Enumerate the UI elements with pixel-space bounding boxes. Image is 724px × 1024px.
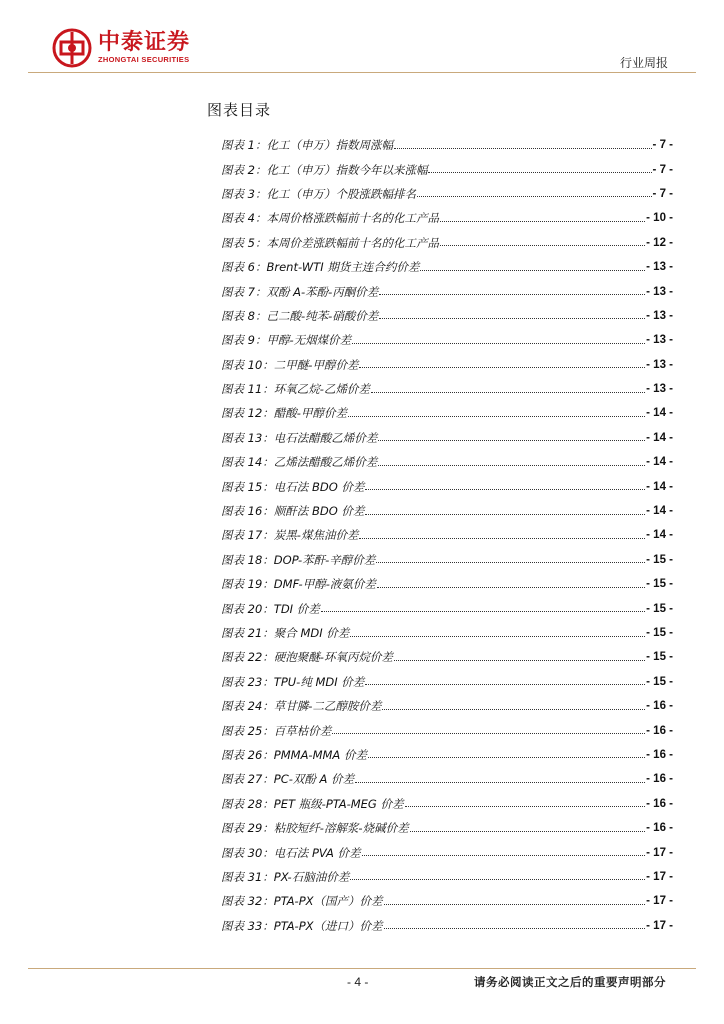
toc-dot-leader [410,831,646,832]
toc-entry-label[interactable]: 图表 24：草甘膦-二乙醇胺价差 [221,699,382,714]
toc-entry-page[interactable]: - 14 - [646,480,673,493]
toc-entry-label[interactable]: 图表 6：Brent-WTI 期货主连合约价差 [221,260,420,275]
toc-entry-label[interactable]: 图表 8：己二酸-纯苯-硝酸价差 [221,308,379,323]
toc-entry-page[interactable]: - 17 - [646,895,673,908]
toc-dot-leader [384,928,646,929]
toc-dot-leader [359,538,645,539]
toc-entry[interactable] [221,889,673,913]
toc-entry-page[interactable]: - 15 - [646,651,673,664]
toc-entry-page[interactable]: - 16 - [646,724,673,737]
toc-entry[interactable] [221,572,673,596]
toc-entry[interactable] [221,743,673,767]
toc-entry-page[interactable]: - 15 - [646,553,673,566]
toc-dot-leader [382,709,645,710]
toc-entry-label[interactable]: 图表 7：双酚 A-苯酚-丙酮价差 [221,284,379,299]
toc-entry-page[interactable]: - 15 - [646,578,673,591]
toc-dot-leader [365,684,645,685]
zhongtai-logo-icon [52,28,92,68]
toc-entry[interactable] [221,377,673,401]
toc-dot-leader [417,196,652,197]
toc-entry-label[interactable]: 图表 18：DOP-苯酐-辛醇价差 [221,552,376,567]
toc-entry[interactable] [221,523,673,547]
toc-dot-leader [359,367,645,368]
toc-entry-page[interactable]: - 15 - [646,627,673,639]
toc-dot-leader [405,806,646,807]
toc-dot-leader [384,904,646,905]
toc-entry-page[interactable]: - 13 - [646,285,673,298]
toc-entry[interactable] [221,401,673,425]
toc-entry[interactable] [221,328,673,352]
toc-entry[interactable] [221,279,673,303]
toc-entry-label[interactable]: 图表 21：聚合 MDI 价差 [221,626,350,640]
toc-dot-leader [394,660,645,661]
toc-entry-page[interactable]: - 16 - [646,700,673,713]
toc-entry-label[interactable]: 图表 1：化工（申万）指数周涨幅 [221,138,393,153]
toc-entry-label[interactable]: 图表 26：PMMA-MMA 价差 [221,747,367,762]
toc-entry-label[interactable]: 图表 15：电石法 BDO 价差 [221,479,365,494]
toc-entry-label[interactable]: 图表 11：环氧乙烷-乙烯价差 [221,382,370,397]
toc-entry-label[interactable]: 图表 10：二甲醚-甲醇价差 [221,357,359,372]
toc-dot-leader [348,416,645,417]
toc-entry[interactable] [221,499,673,523]
toc-entry[interactable] [221,718,673,742]
toc-entry-label[interactable]: 图表 29：粘胶短纤-溶解浆-烧碱价差 [221,821,409,836]
toc-entry-label[interactable]: 图表 22：硬泡聚醚-环氧丙烷价差 [221,650,393,665]
toc-entry[interactable] [221,182,673,206]
toc-entry-page[interactable]: - 16 - [646,822,673,835]
toc-entry-label[interactable]: 图表 25：百草枯价差 [221,723,332,738]
toc-entry-label[interactable]: 图表 30：电石法 PVA 价差 [221,845,361,860]
toc-entry[interactable] [221,450,673,474]
toc-entry[interactable] [221,596,673,620]
toc-dot-leader [332,733,645,734]
toc-entry-label[interactable]: 图表 3：化工（申万）个股涨跌幅排名 [221,186,416,201]
toc-dot-leader [352,343,645,344]
toc-dot-leader [321,611,645,612]
header-divider [28,72,696,73]
toc-entry[interactable] [221,792,673,816]
footer-divider [28,968,696,969]
toc-entry-label[interactable]: 图表 16：顺酐法 BDO 价差 [221,504,365,519]
toc-entry-page[interactable]: - 17 - [646,846,673,859]
toc-entry-page[interactable]: - 13 - [646,334,673,347]
toc-entry-label[interactable]: 图表 5：本周价差涨跌幅前十名的化工产品 [221,235,439,250]
toc-entry[interactable] [221,767,673,791]
toc-entry[interactable] [221,231,673,255]
toc-entry-page[interactable]: - 16 - [646,773,673,786]
toc-entry[interactable] [221,914,673,938]
toc-dot-leader [376,562,645,563]
toc-entry-label[interactable]: 图表 31：PX-石脑油价差 [221,869,350,884]
toc-dot-leader [379,318,645,319]
toc-entry-label[interactable]: 图表 23：TPU-纯 MDI 价差 [221,674,365,689]
toc-entry-label[interactable]: 图表 20：TDI 价差 [221,601,320,616]
toc-entry-page[interactable]: - 16 - [646,748,673,761]
toc-entry-label[interactable]: 图表 13：电石法醋酸乙烯价差 [221,430,378,445]
toc-entry-label[interactable]: 图表 27：PC-双酚 A 价差 [221,772,355,787]
toc-entry-page[interactable]: - 7 - [652,139,673,152]
toc-entry-label[interactable]: 图表 28：PET 瓶级-PTA-MEG 价差 [221,796,404,811]
toc-dot-leader [365,514,645,515]
toc-entry-label[interactable]: 图表 4：本周价格涨跌幅前十名的化工产品 [221,211,439,226]
toc-dot-leader [378,465,645,466]
toc-dot-leader [440,245,645,246]
toc-entry-page[interactable]: - 10 - [646,212,673,225]
toc-dot-leader [350,636,645,637]
toc-entry[interactable] [221,694,673,718]
toc-entry-label[interactable]: 图表 2：化工（申万）指数今年以来涨幅 [221,162,428,177]
toc-entry-page[interactable]: - 15 - [646,602,673,615]
toc-entry[interactable] [221,621,673,645]
toc-entry[interactable] [221,670,673,694]
toc-dot-leader [378,440,645,441]
toc-entry[interactable] [221,474,673,498]
toc-dot-leader [394,148,652,149]
toc-entry[interactable] [221,206,673,230]
toc-entry[interactable] [221,865,673,889]
toc-dot-leader [368,757,645,758]
toc-entry-page[interactable]: - 15 - [646,675,673,688]
toc-entry-page[interactable]: - 14 - [646,456,673,469]
toc-entry[interactable] [221,255,673,279]
toc-dot-leader [440,221,645,222]
toc-entry-page[interactable]: - 13 - [646,309,673,322]
toc-entry-page[interactable]: - 13 - [646,383,673,396]
toc-entry[interactable] [221,548,673,572]
toc-entry-page[interactable]: - 14 - [646,505,673,518]
toc-dot-leader [362,855,646,856]
toc-entry[interactable] [221,840,673,864]
company-name-cn: 中泰证券 [98,30,191,55]
page-header [0,0,724,80]
toc-entry[interactable] [221,304,673,328]
company-name-en: ZHONGTAI SECURITIES [98,55,190,64]
toc-entry[interactable] [221,645,673,669]
toc-dot-leader [428,172,651,173]
toc-title: 图表目录 [207,101,272,119]
toc-dot-leader [371,392,645,393]
toc-entry-label[interactable]: 图表 33：PTA-PX（进口）价差 [221,918,383,933]
toc-entry-page[interactable]: - 17 - [646,870,673,883]
toc-entry-page[interactable]: - 13 - [646,358,673,371]
footer-disclaimer: 请务必阅读正文之后的重要声明部分 [474,975,666,989]
toc-dot-leader [377,587,645,588]
toc-entry-page[interactable]: - 16 - [646,797,673,810]
toc-dot-leader [420,270,645,271]
toc-entry[interactable] [221,353,673,377]
toc-entry-label[interactable]: 图表 12：醋酸-甲醇价差 [221,406,347,421]
toc-entry-page[interactable]: - 17 - [646,919,673,932]
page-number: - 4 - [347,975,369,989]
toc-entry-page[interactable]: - 13 - [646,261,673,274]
toc-entry-page[interactable]: - 7 - [652,187,673,200]
toc-dot-leader [365,489,645,490]
toc-entry[interactable] [221,157,673,181]
toc-entry-page[interactable]: - 14 - [646,529,673,542]
toc-entry-page[interactable]: - 14 - [646,407,673,420]
toc-list [221,133,673,938]
toc-entry-label[interactable]: 图表 19：DMF-甲醇-液氨价差 [221,577,376,592]
toc-entry[interactable] [221,426,673,450]
toc-dot-leader [350,879,645,880]
toc-entry-page[interactable]: - 12 - [646,236,673,249]
toc-entry-label[interactable]: 图表 32：PTA-PX（国产）价差 [221,894,383,909]
toc-dot-leader [379,294,645,295]
toc-entry-label[interactable]: 图表 14：乙烯法醋酸乙烯价差 [221,455,378,470]
toc-entry[interactable] [221,133,673,157]
report-type-label: 行业周报 [619,56,668,70]
toc-dot-leader [355,782,645,783]
toc-entry-page[interactable]: - 7 - [652,163,673,176]
toc-entry[interactable] [221,816,673,840]
toc-entry-label[interactable]: 图表 17：炭黑-煤焦油价差 [221,528,359,543]
toc-entry-page[interactable]: - 14 - [646,431,673,444]
toc-entry-label[interactable]: 图表 9：甲醇-无烟煤价差 [221,333,352,348]
company-logo [52,28,190,68]
